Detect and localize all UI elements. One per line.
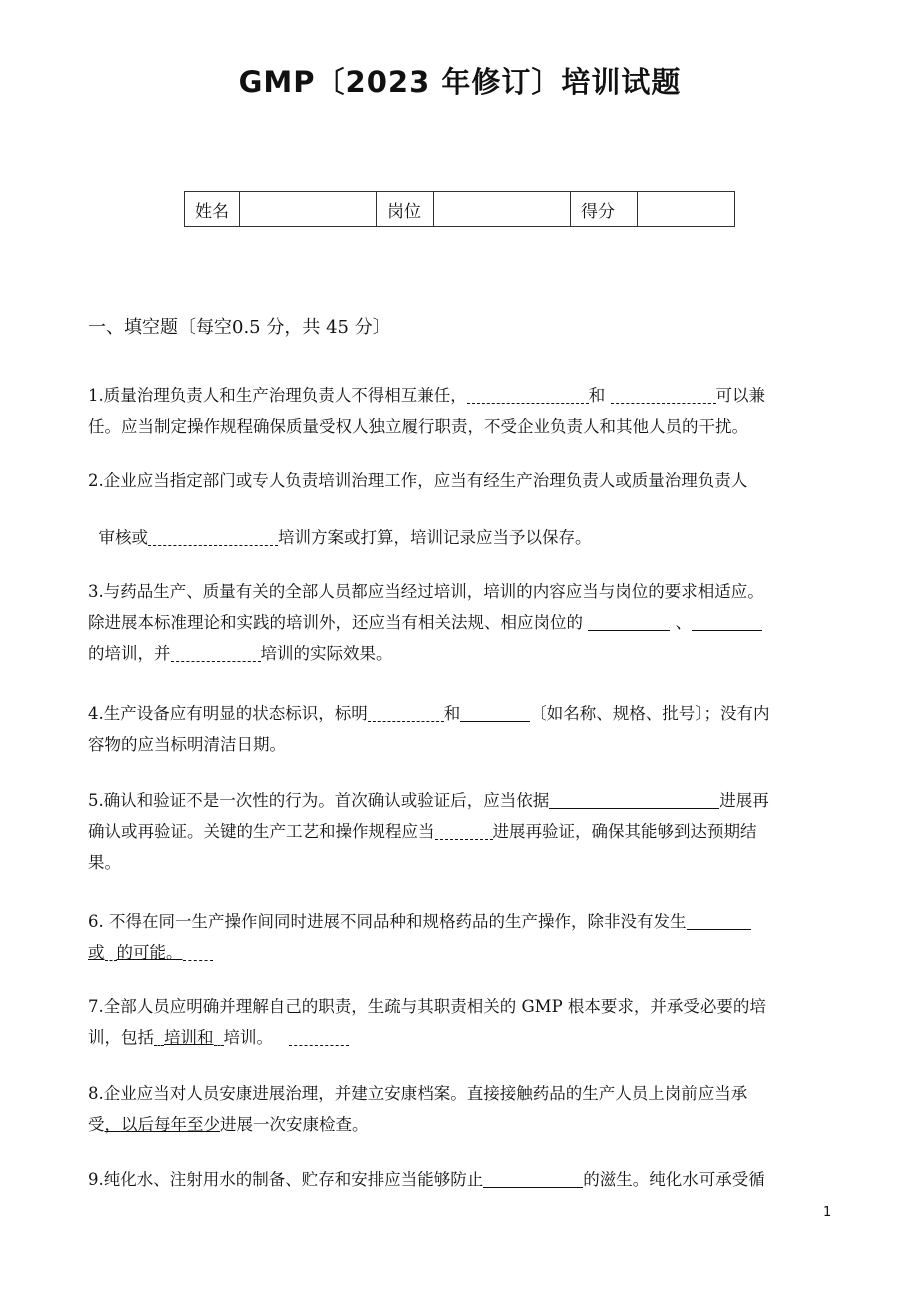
question-9: 9.纯化水、注射用水的制备、贮存和安排应当能够防止 的滋生。纯化水可承受循	[88, 1170, 765, 1189]
answer-blank[interactable]	[435, 823, 493, 841]
answer-blank[interactable]	[183, 944, 213, 962]
answer-blank[interactable]	[588, 614, 670, 632]
score-label: 得分	[571, 192, 638, 227]
question-3: 3.与药品生产、质量有关的全部人员都应当经过培训，培训的内容应当与岗位的要求相适应。 除进展本标准理论和实践的培训外，还应当有相关法规、相应岗位的 、 的培训，并 培训的实际效果。	[88, 582, 764, 663]
answer-blank[interactable]	[105, 944, 117, 962]
name-field[interactable]	[240, 192, 377, 227]
question-8: 8.企业应当对人员安康进展治理，并建立安康档案。直接接触药品的生产人员上岗前应当承 受，以后每年至少进展一次安康检查。	[88, 1084, 748, 1134]
position-label: 岗位	[377, 192, 434, 227]
name-label: 姓名	[185, 192, 240, 227]
answer-blank[interactable]	[611, 387, 716, 405]
section-heading: 一、填空题〔每空0.5 分，共 45 分〕	[88, 317, 391, 338]
info-table	[184, 191, 735, 227]
answer-blank[interactable]	[549, 792, 719, 810]
answer-blank[interactable]	[483, 1171, 583, 1189]
answer-blank[interactable]	[368, 705, 444, 723]
answer-blank[interactable]	[154, 1029, 164, 1047]
answer-blank[interactable]	[289, 1029, 349, 1047]
answer-blank[interactable]	[687, 913, 751, 931]
answer-blank[interactable]	[460, 705, 530, 723]
question-6: 6. 不得在同一生产操作间同时进展不同品种和规格药品的生产操作，除非没有发生 或 的可能。	[88, 906, 836, 968]
question-5: 5.确认和验证不是一次性的行为。首次确认或验证后，应当依据 进展再 确认或再验证。关键的生产工艺和操作规程应当 进展再验证，确保其能够到达预期结 果。	[88, 791, 769, 872]
question-1: 1.质量治理负责人和生产治理负责人不得相互兼任， 和 可以兼 任。应当制定操作规程确保质量受权人独立履行职责，不受企业负责人和其他人员的干扰。	[88, 386, 765, 436]
answer-blank[interactable]	[467, 387, 589, 405]
question-7: 7.全部人员应明确并理解自己的职责，生疏与其职责相关的 GMP 根本要求，并承受必要的培 训，包括 培训和 培训。	[88, 997, 766, 1047]
answer-blank[interactable]	[148, 529, 278, 547]
page-title: GMP〔2023 年修订〕培训试题	[238, 65, 682, 99]
answer-blank[interactable]	[692, 614, 762, 632]
answer-blank[interactable]	[214, 1029, 224, 1047]
page-number: 1	[823, 1205, 832, 1220]
question-4: 4.生产设备应有明显的状态标识，标明 和 〔如名称、规格、批号〕；没有内 容物的应当标明清洁日期。	[88, 704, 770, 754]
score-field[interactable]	[638, 192, 735, 227]
question-2: 2.企业应当指定部门或专人负责培训治理工作，应当有经生产治理负责人或质量治理负责人 审核或 培训方案或打算，培训记录应当予以保存。	[88, 471, 748, 547]
position-field[interactable]	[434, 192, 571, 227]
answer-blank[interactable]	[171, 645, 261, 663]
